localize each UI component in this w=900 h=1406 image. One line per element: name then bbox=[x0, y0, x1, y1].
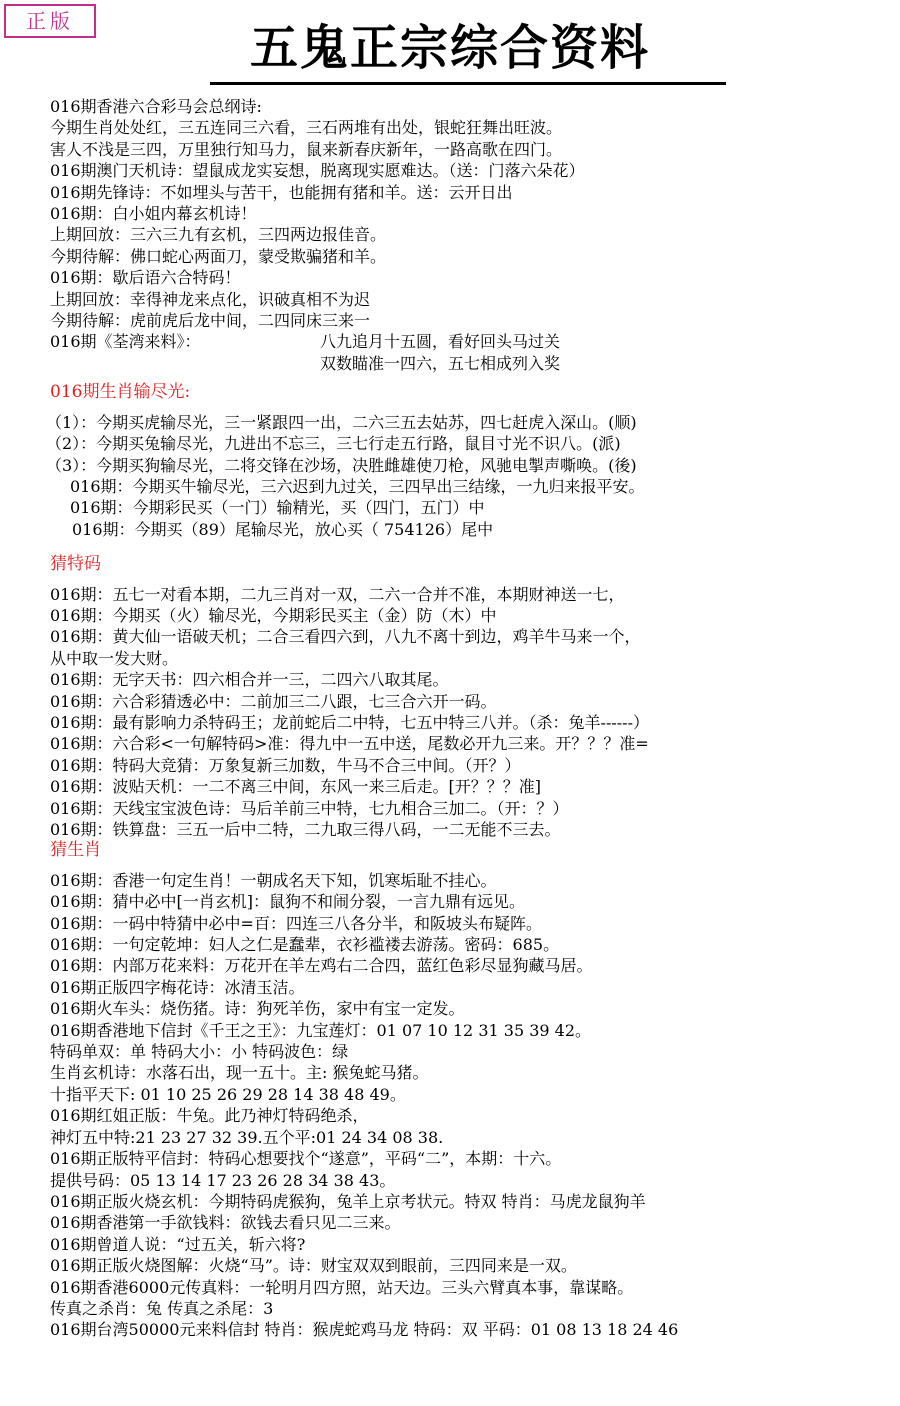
text-line: 016期：五七一对看本期，二九三肖对一双，二六一合并不准，本期财神送一七， bbox=[50, 584, 625, 604]
text-line: 016期：六合彩猜透必中：二前加三二八跟，七三合六开一码。 bbox=[50, 691, 497, 711]
text-line: 016期：黄大仙一语破天机；二合三看四六到，八九不离十到边，鸡羊牛马来一个， bbox=[50, 627, 641, 647]
section-poems bbox=[50, 96, 900, 374]
text-line: 016期香港第一手欲钱料：欲钱去看只见二三来。 bbox=[50, 1213, 401, 1233]
text-line: 016期：特码大竞猜：万象复新三加数，牛马不合三中间。（开？） bbox=[50, 755, 521, 775]
text-line: 016期台湾50000元来料信封 特肖：猴虎蛇鸡马龙 特码：双 平码：01 08 13 18 24 46 bbox=[50, 1320, 679, 1340]
text-line: 016期：今期彩民买（一门）输精光，买（四门，五门）中 bbox=[70, 498, 485, 518]
text-line: 016期红姐正版：牛兔。此乃神灯特码绝杀， bbox=[50, 1106, 369, 1126]
text-line: 016期：无字天书：四六相合并一三，二四六八取其尾。 bbox=[50, 670, 449, 690]
quote-verses bbox=[320, 331, 900, 374]
text-line: 016期：今期买牛输尽光，三六迟到九过关，三四早出三结缘，一九归来报平安。 bbox=[70, 476, 645, 496]
text-line: 016期：波贴天机：一二不离三中间，东风一来三后走。[开？？？准] bbox=[50, 777, 542, 797]
text-line: 生肖玄机诗：水落石出，现一五十。主: 猴兔蛇马猪。 bbox=[50, 1063, 429, 1083]
text-line: 016期：内部万花来料：万花开在羊左鸡右二合四，蓝红色彩尽显狗藏马居。 bbox=[50, 956, 593, 976]
text-line: 今期生肖处处红，三五连同三六看，三石两堆有出处，银蛇狂舞出旺波。 bbox=[50, 118, 563, 138]
text-line: 016期：铁算盘：三五一后中二特，二九取三得八码，一二无能不三去。 bbox=[50, 820, 561, 839]
section-loss bbox=[46, 412, 900, 540]
text-line: 从中取一发大财。 bbox=[50, 648, 179, 668]
genuine-badge: 正版 bbox=[4, 4, 96, 38]
text-line: 016期：歇后语六合特码！ bbox=[50, 268, 241, 288]
section-guess-code bbox=[50, 584, 900, 841]
text-line: 016期：一码中特猜中必中=百：四连三八各分半，和阪坡头布疑阵。 bbox=[50, 913, 542, 933]
text-line: 十指平天下: 01 10 25 26 29 28 14 38 48 49。 bbox=[50, 1084, 406, 1104]
text-line: 016期：天线宝宝波色诗：马后羊前三中特，七九相合三加二。（开：？） bbox=[50, 798, 569, 818]
text-line: 016期：六合彩<一句解特码>准：得九中一五中送，尾数必开九三来。开？？？准= bbox=[50, 734, 649, 754]
text-line: （3）：今期买狗输尽光，二将交锋在沙场，决胜雌雄使刀枪，风驰电掣声嘶唤。(後) bbox=[46, 455, 637, 475]
text-line: 传真之杀肖：兔 传真之杀尾：3 bbox=[50, 1298, 274, 1318]
section-heading-guess-zodiac: 猜生肖 bbox=[50, 840, 101, 861]
text-line: 016期：香港一句定生肖！一朝成名天下知，饥寒垢耻不挂心。 bbox=[50, 870, 497, 890]
text-line: 016期：白小姐内幕玄机诗！ bbox=[50, 204, 257, 224]
quote-label: 016期《荃湾来料》： bbox=[50, 332, 201, 352]
text-line: 今期待解：虎前虎后龙中间，二四同床三来一 bbox=[50, 311, 371, 331]
text-line: 特码单双：单 特码大小：小 特码波色：绿 bbox=[50, 1042, 349, 1062]
text-line: 016期：一句定乾坤：妇人之仁是蠢辈，衣衫褴褛去游荡。密码：685。 bbox=[50, 935, 560, 955]
text-line: 016期正版火烧图解：火烧“马”。诗：财宝双双到眼前，三四同来是一双。 bbox=[50, 1256, 577, 1276]
text-line: 016期正版特平信封：特码心想要找个“遂意”，平码“二”，本期：十六。 bbox=[50, 1149, 562, 1169]
text-line: （2）：今期买兔输尽光，九进出不忘三，三七行走五行路，鼠目寸光不识八。(派) bbox=[46, 434, 621, 454]
text-line: 016期火车头：烧伤猪。诗：狗死羊伤，家中有宝一定发。 bbox=[50, 999, 465, 1019]
section-heading-loss: 016期生肖输尽光: bbox=[50, 382, 191, 403]
text-line: 上期回放：幸得神龙来点化，识破真相不为迟 bbox=[50, 289, 371, 309]
text-line: 016期：猜中必中[一肖玄机]：鼠狗不和闹分裂，一言九鼎有远见。 bbox=[50, 892, 526, 912]
text-line: 提供号码：05 13 14 17 23 26 28 34 38 43。 bbox=[50, 1170, 396, 1190]
title-underline bbox=[210, 82, 726, 85]
text-line: （1）：今期买虎输尽光，三一紧跟四一出，二六三五去姑苏，四七赶虎入深山。(顺) bbox=[46, 412, 637, 432]
text-line: 016期澳门天机诗：望鼠成龙实妄想，脱离现实愿难达。（送：门落六朵花） bbox=[50, 161, 585, 181]
text-line: 016期曾道人说：“过五关，斩六将? bbox=[50, 1234, 306, 1254]
text-line: 016期正版火烧玄机：今期特码虎猴狗，兔羊上京考状元。特双 特肖：马虎龙鼠狗羊 bbox=[50, 1191, 646, 1211]
text-line: 害人不浅是三四，万里独行知马力，鼠来新春庆新年，一路高歌在四门。 bbox=[50, 139, 563, 159]
text-line: 016期香港6000元传真料：一轮明月四方照，站天边。三头六臂真本事，靠谋略。 bbox=[50, 1277, 634, 1297]
quanwan-quote bbox=[50, 331, 900, 374]
text-line: 016期香港地下信封《千王之王》：九宝莲灯：01 07 10 12 31 35 39 42。 bbox=[50, 1020, 592, 1040]
quote-line: 双数瞄准一四六，五七相成列入奖 bbox=[320, 353, 561, 373]
text-line: 016期正版四字梅花诗：冰清玉洁。 bbox=[50, 977, 305, 997]
document-body bbox=[46, 96, 900, 1341]
section-guess-zodiac bbox=[50, 870, 900, 1341]
text-line: 神灯五中特:21 23 27 32 39.五个平:01 24 34 08 38. bbox=[50, 1127, 444, 1147]
page-title: 五鬼正宗综合资料 bbox=[249, 20, 650, 76]
text-line: 016期先锋诗：不如埋头与苦干，也能拥有猪和羊。送：云开日出 bbox=[50, 182, 513, 202]
text-line: 016期香港六合彩马会总纲诗: bbox=[50, 97, 262, 116]
text-line: 上期回放：三六三九有玄机，三四两边报佳音。 bbox=[50, 225, 387, 245]
text-line: 016期：最有影响力杀特码王；龙前蛇后二中特，七五中特三八并。（杀：兔羊------） bbox=[50, 712, 649, 732]
text-line: 016期：今期买（火）输尽光，今期彩民买主（金）防（木）中 bbox=[50, 605, 497, 625]
section-heading-guess-code: 猜特码 bbox=[50, 554, 101, 575]
text-line: 016期：今期买（89）尾输尽光，放心买（ 754126）尾中 bbox=[72, 519, 494, 539]
text-line: 今期待解：佛口蛇心两面刀，蒙受欺骗猪和羊。 bbox=[50, 246, 387, 266]
quote-line: 八九追月十五圆，看好回头马过关 bbox=[320, 332, 561, 352]
